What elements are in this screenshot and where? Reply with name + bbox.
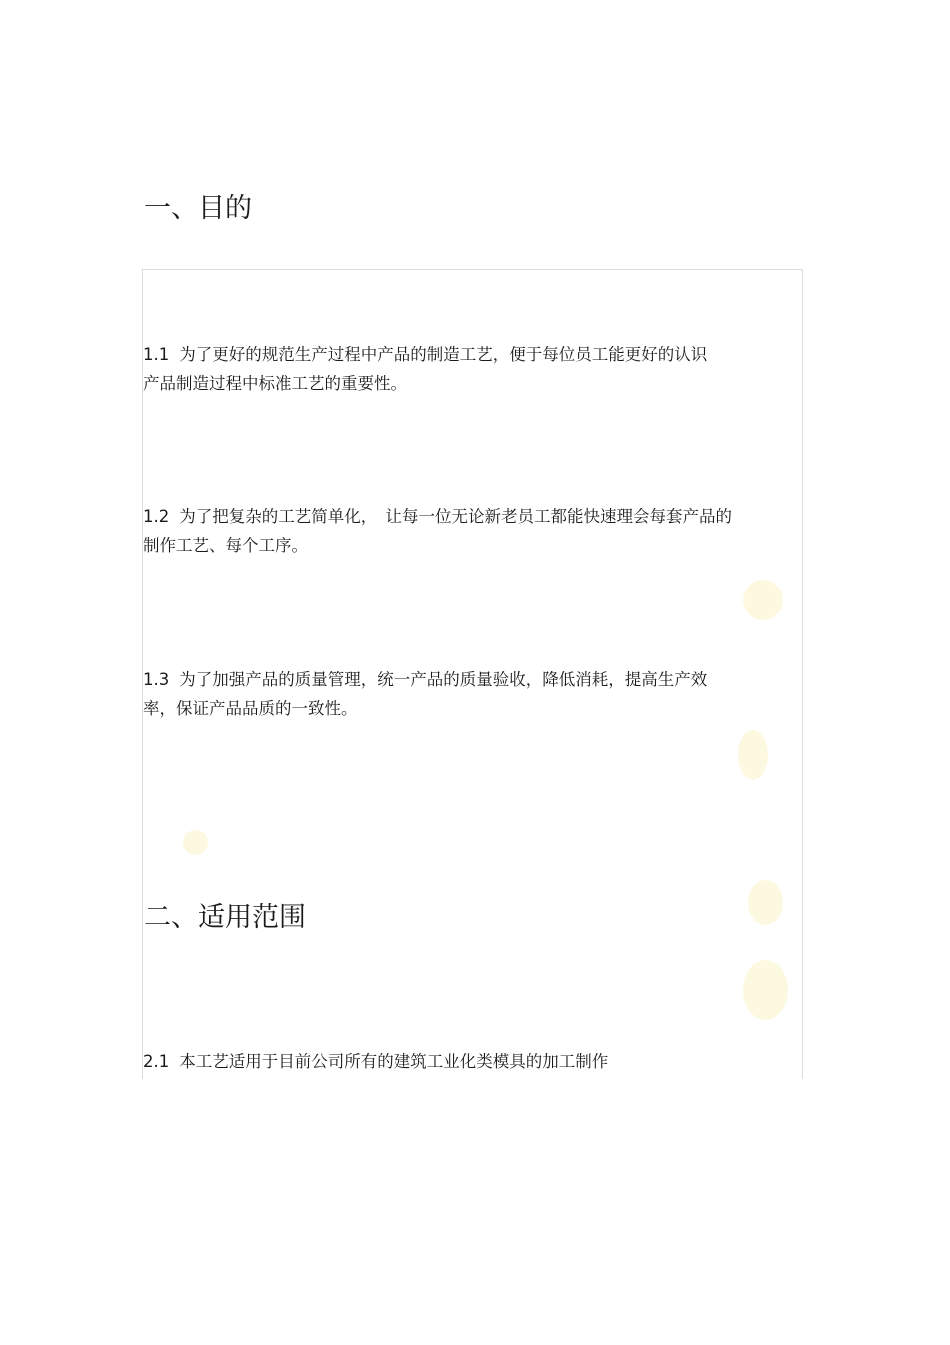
clause-line-continued: 产品制造过程中标准工艺的重要性。 (143, 374, 407, 393)
clause-1-1 (143, 340, 793, 398)
paper-stain (183, 830, 208, 855)
clause-1-2 (143, 502, 793, 560)
clause-number: 1.1 (143, 345, 170, 364)
clause-text: 为了把复杂的工艺简单化， 让每一位无论新老员工都能快速理会每套产品的 (179, 507, 732, 526)
clause-line-continued: 率，保证产品品质的一致性。 (143, 699, 358, 718)
clause-line-continued: 制作工艺、每个工序。 (143, 536, 308, 555)
clause-text: 为了更好的规范生产过程中产品的制造工艺，便于每位员工能更好的认识 (179, 345, 708, 364)
paper-stain (738, 730, 768, 780)
paper-stain (743, 580, 783, 620)
paper-stain (743, 960, 788, 1020)
section-heading-purpose: 一、目的 (144, 193, 252, 224)
clause-number: 1.3 (143, 670, 170, 689)
clause-2-1 (143, 1047, 793, 1076)
clause-number: 1.2 (143, 507, 170, 526)
clause-text: 为了加强产品的质量管理，统一产品的质量验收，降低消耗，提高生产效 (179, 670, 708, 689)
section-heading-scope: 二、适用范围 (144, 902, 306, 933)
clause-line (143, 1047, 793, 1076)
clause-line (143, 340, 793, 369)
paper-stain (748, 880, 783, 925)
clause-line (143, 665, 793, 694)
clause-number: 2.1 (143, 1052, 170, 1071)
clause-line (143, 502, 793, 531)
clause-text: 本工艺适用于目前公司所有的建筑工业化类模具的加工制作 (179, 1052, 609, 1071)
clause-1-3 (143, 665, 793, 723)
